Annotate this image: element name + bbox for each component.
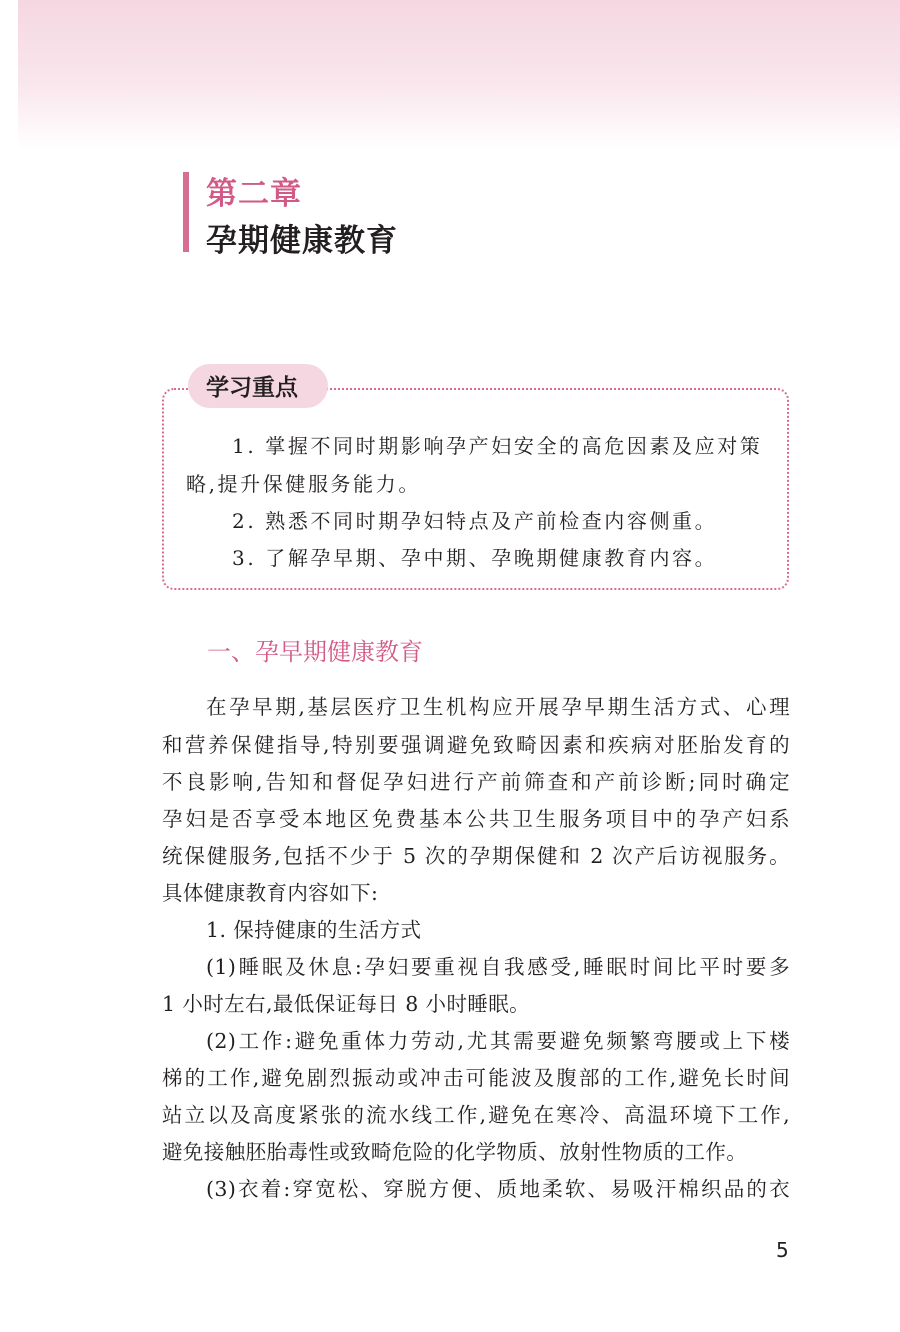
paragraph-line: 在孕早期,基层医疗卫生机构应开展孕早期生活方式、心理 bbox=[206, 695, 790, 719]
paragraph-line: 具体健康教育内容如下: bbox=[162, 881, 379, 905]
key-point-line: 略,提升保健服务能力。 bbox=[186, 472, 421, 496]
paragraph-line: 梯的工作,避免剧烈振动或冲击可能波及腹部的工作,避免长时间 bbox=[162, 1066, 790, 1090]
section-heading: 一、孕早期健康教育 bbox=[207, 638, 423, 666]
page-number: 5 bbox=[776, 1238, 789, 1262]
paragraph-line: 和营养保健指导,特别要强调避免致畸因素和疾病对胚胎发育的 bbox=[162, 733, 790, 757]
paragraph-line: 不良影响,告知和督促孕妇进行产前筛查和产前诊断;同时确定 bbox=[162, 770, 790, 794]
paragraph-line: 统保健服务,包括不少于 5 次的孕期保健和 2 次产后访视服务。 bbox=[162, 844, 790, 868]
header-band bbox=[18, 0, 900, 150]
paragraph-line: 1 小时左右,最低保证每日 8 小时睡眠。 bbox=[162, 992, 531, 1016]
chapter-title: 孕期健康教育 bbox=[206, 223, 398, 259]
paragraph-line: (1)睡眠及休息:孕妇要重视自我感受,睡眠时间比平时要多 bbox=[206, 955, 790, 979]
paragraph-line: 站立以及高度紧张的流水线工作,避免在寒冷、高温环境下工作, bbox=[162, 1103, 790, 1127]
paragraph-line: (2)工作:避免重体力劳动,尤其需要避免频繁弯腰或上下楼 bbox=[206, 1029, 790, 1053]
paragraph-line: 孕妇是否享受本地区免费基本公共卫生服务项目中的孕产妇系 bbox=[162, 807, 790, 831]
key-point-line: 2. 熟悉不同时期孕妇特点及产前检查内容侧重。 bbox=[232, 509, 718, 533]
key-points-label: 学习重点 bbox=[206, 375, 298, 401]
paragraph-line: (3)衣着:穿宽松、穿脱方便、质地柔软、易吸汗棉织品的衣 bbox=[206, 1177, 790, 1201]
key-point-line: 3. 了解孕早期、孕中期、孕晚期健康教育内容。 bbox=[232, 546, 718, 570]
paragraph-line: 避免接触胚胎毒性或致畸危险的化学物质、放射性物质的工作。 bbox=[162, 1140, 748, 1164]
subheading-line: 1. 保持健康的生活方式 bbox=[206, 918, 422, 942]
key-point-line: 1. 掌握不同时期影响孕产妇安全的高危因素及应对策 bbox=[232, 434, 763, 458]
chapter-number: 第二章 bbox=[206, 176, 302, 212]
chapter-accent-bar bbox=[183, 172, 189, 252]
